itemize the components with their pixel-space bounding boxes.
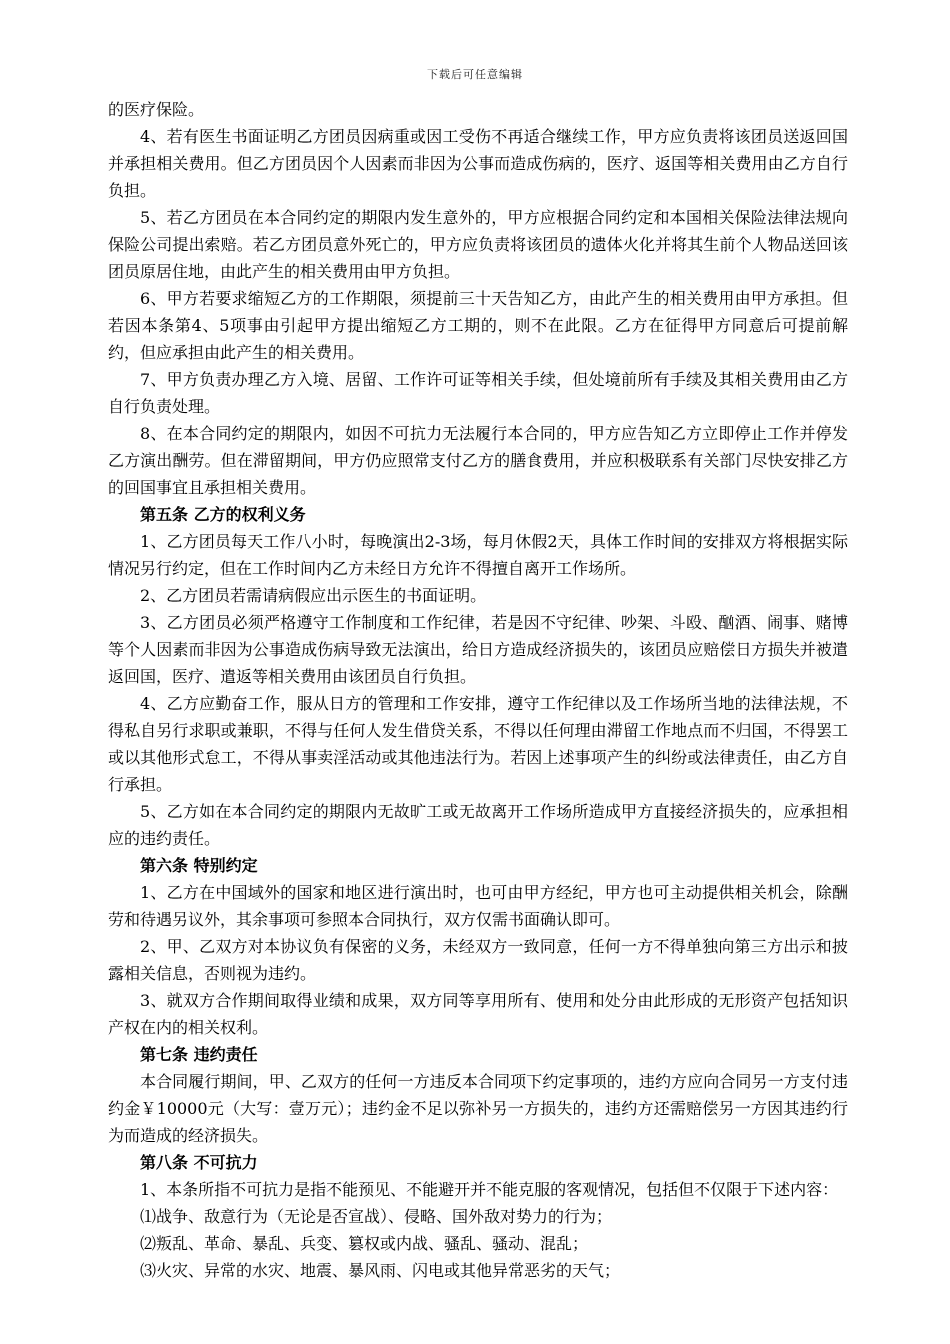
paragraph: 8、在本合同约定的期限内，如因不可抗力无法履行本合同的，甲方应告知乙方立即停止工作并停发乙方演出酬劳。但在滞留期间，甲方仍应照常支付乙方的膳食费用，并应积极联系有关部门尽快安排乙方的回国事宜且承担相关费用。 <box>108 424 848 497</box>
paragraph: 2、乙方团员若需请病假应出示医生的书面证明。 <box>140 586 487 605</box>
paragraph: 6、甲方若要求缩短乙方的工作期限，须提前三十天告知乙方，由此产生的相关费用由甲方承担。但若因本条第4、5项事由引起甲方提出缩短乙方工期的，则不在此限。乙方在征得甲方同意后可提前解约，但应承担由此产生的相关费用。 <box>108 289 848 362</box>
paragraph: 3、就双方合作期间取得业绩和成果，双方同等享用所有、使用和处分由此形成的无形资产包括知识产权在内的相关权利。 <box>108 991 848 1037</box>
section-heading: 第五条 乙方的权利义务 <box>140 505 306 524</box>
list-item: ⑵叛乱、革命、暴乱、兵变、篡权或内战、骚乱、骚动、混乱； <box>140 1234 589 1253</box>
paragraph-continuation: 的医疗保险。 <box>108 100 205 119</box>
paragraph: 7、甲方负责办理乙方入境、居留、工作许可证等相关手续，但处境前所有手续及其相关费用由乙方自行负责处理。 <box>108 370 848 416</box>
paragraph: 1、乙方在中国域外的国家和地区进行演出时，也可由甲方经纪，甲方也可主动提供相关机会，除酬劳和待遇另议外，其余事项可参照本合同执行，双方仅需书面确认即可。 <box>108 883 848 929</box>
paragraph: 3、乙方团员必须严格遵守工作制度和工作纪律，若是因不守纪律、吵架、斗殴、酗酒、闹事、赌博等个人因素而非因为公事造成伤病导致无法演出，给日方造成经济损失的，该团员应赔偿日方损失并被遣返回国，医疗、遣返等相关费用由该团员自行负担。 <box>108 613 848 686</box>
paragraph: 4、若有医生书面证明乙方团员因病重或因工受伤不再适合继续工作，甲方应负责将该团员送返回国并承担相关费用。但乙方团员因个人因素而非因为公事而造成伤病的，医疗、返国等相关费用由乙方自行负担。 <box>108 127 848 200</box>
section-heading: 第八条 不可抗力 <box>140 1153 258 1172</box>
section-heading: 第七条 违约责任 <box>140 1045 258 1064</box>
paragraph: 5、若乙方团员在本合同约定的期限内发生意外的，甲方应根据合同约定和本国相关保险法律法规向保险公司提出索赔。若乙方团员意外死亡的，甲方应负责将该团员的遗体火化并将其生前个人物品送回该团员原居住地，由此产生的相关费用由甲方负担。 <box>108 208 848 281</box>
paragraph: 1、乙方团员每天工作八小时，每晚演出2-3场，每月休假2天，具体工作时间的安排双方将根据实际情况另行约定，但在工作时间内乙方未经日方允许不得擅自离开工作场所。 <box>108 532 848 578</box>
page-header: 下载后可任意编辑 <box>427 68 523 81</box>
list-item: ⑶火灾、异常的水灾、地震、暴风雨、闪电或其他异常恶劣的天气； <box>140 1261 621 1280</box>
paragraph: 5、乙方如在本合同约定的期限内无故旷工或无故离开工作场所造成甲方直接经济损失的，应承担相应的违约责任。 <box>108 802 848 848</box>
paragraph: 1、本条所指不可抗力是指不能预见、不能避开并不能克服的客观情况，包括但不仅限于下述内容： <box>140 1180 839 1199</box>
paragraph: 本合同履行期间，甲、乙双方的任何一方违反本合同项下约定事项的，违约方应向合同另一方支付违约金￥10000元（大写：壹万元）；违约金不足以弥补另一方损失的，违约方还需赔偿另一方因其违约行为而造成的经济损失。 <box>108 1072 848 1145</box>
list-item: ⑴战争、敌意行为（无论是否宣战）、侵略、国外敌对势力的行为； <box>140 1207 613 1226</box>
paragraph: 2、甲、乙双方对本协议负有保密的义务，未经双方一致同意，任何一方不得单独向第三方出示和披露相关信息，否则视为违约。 <box>108 937 848 983</box>
paragraph: 4、乙方应勤奋工作，服从日方的管理和工作安排，遵守工作纪律以及工作场所当地的法律法规，不得私自另行求职或兼职，不得与任何人发生借贷关系，不得以任何理由滞留工作地点而不归国，不得罢工或以其他形式怠工，不得从事卖淫活动或其他违法行为。若因上述事项产生的纠纷或法律责任，由乙方自行承担。 <box>108 694 848 794</box>
document-body <box>108 96 848 1284</box>
section-heading: 第六条 特别约定 <box>140 856 258 875</box>
